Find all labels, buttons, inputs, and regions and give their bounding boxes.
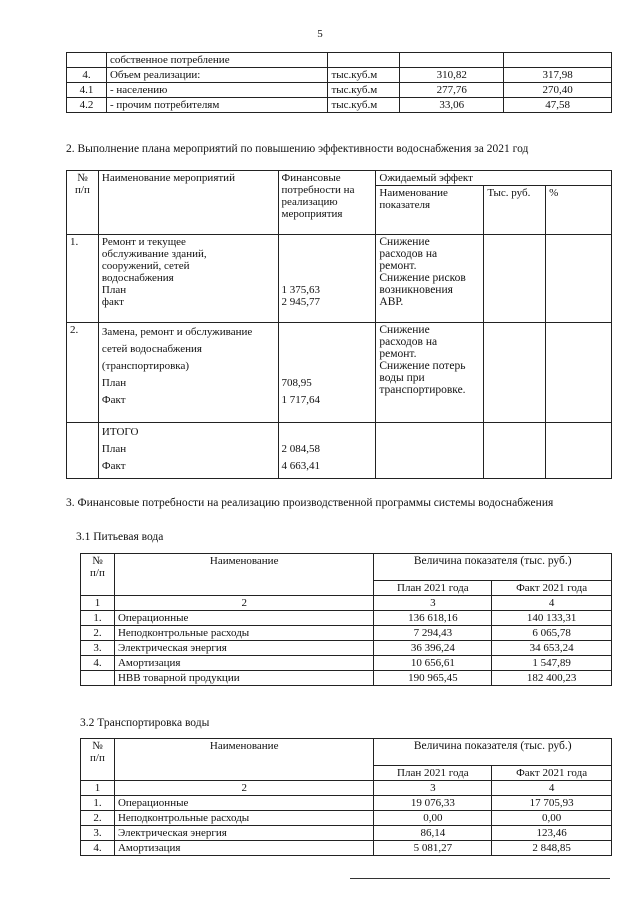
row-num [67, 53, 107, 68]
row-rub [484, 423, 546, 479]
table-row [67, 98, 612, 113]
table-row [67, 423, 612, 479]
page-number: 5 [317, 28, 323, 40]
table-header-row [67, 171, 612, 186]
col-fact: Факт 2021 года [492, 581, 612, 596]
index-cell: 1 [81, 596, 115, 611]
row-plan: 10 656,61 [374, 656, 492, 671]
row-fact: 34 653,24 [492, 641, 612, 656]
row-name: собственное потребление [106, 53, 328, 68]
table-row [81, 611, 612, 626]
col-fact: Факт 2021 года [492, 766, 612, 781]
row-num: 4.2 [67, 98, 107, 113]
row-num: 2. [81, 811, 115, 826]
row-num: 4. [67, 68, 107, 83]
index-row [81, 781, 612, 796]
index-cell: 3 [374, 596, 492, 611]
section2-heading: 2. Выполнение плана мероприятий по повышению эффективности водоснабжения за 2021 год [66, 143, 529, 155]
row-value-fact [504, 53, 612, 68]
table-row [67, 68, 612, 83]
row-value-fact: 317,98 [504, 68, 612, 83]
row-num: 4. [81, 841, 115, 856]
row-num [67, 423, 99, 479]
row-plan: 5 081,27 [374, 841, 492, 856]
row-plan: 190 965,45 [374, 671, 492, 686]
row-indicator [376, 423, 484, 479]
col-plan: План 2021 года [374, 766, 492, 781]
drinking-water-table [80, 553, 612, 686]
row-value-fact: 47,58 [504, 98, 612, 113]
row-pct [546, 323, 612, 423]
index-row [81, 596, 612, 611]
table-row [81, 626, 612, 641]
col-indicator: Наименование показателя [376, 186, 484, 235]
measures-table [66, 170, 612, 479]
index-cell: 4 [492, 596, 612, 611]
row-num: 2. [81, 626, 115, 641]
table-row [67, 235, 612, 323]
row-name: Замена, ремонт и обслуживание сетей водоснабжения (транспортировка) План Факт [98, 323, 278, 423]
row-fact: 6 065,78 [492, 626, 612, 641]
row-pct [546, 423, 612, 479]
row-name: Электрическая энергия [114, 641, 374, 656]
col-value: Величина показателя (тыс. руб.) [374, 739, 612, 766]
index-cell: 2 [114, 596, 374, 611]
row-name: Амортизация [114, 656, 374, 671]
row-name: Электрическая энергия [114, 826, 374, 841]
index-cell: 3 [374, 781, 492, 796]
col-name: Наименование [114, 739, 374, 781]
water-transport-table [80, 738, 612, 856]
col-effect: Ожидаемый эффект [376, 171, 612, 186]
row-name: НВВ товарной продукции [114, 671, 374, 686]
table-row [67, 53, 612, 68]
row-fact: 140 133,31 [492, 611, 612, 626]
row-pct [546, 235, 612, 323]
table-row [81, 841, 612, 856]
row-unit: тыс.куб.м [328, 98, 400, 113]
row-fact: 0,00 [492, 811, 612, 826]
row-value-fact: 270,40 [504, 83, 612, 98]
col-name: Наименование мероприятий [98, 171, 278, 235]
col-num: № п/п [67, 171, 99, 235]
index-cell: 4 [492, 781, 612, 796]
row-value-plan [400, 53, 504, 68]
row-name: - прочим потребителям [106, 98, 328, 113]
row-num: 1. [81, 796, 115, 811]
col-num: № п/п [81, 739, 115, 781]
row-plan: 36 396,24 [374, 641, 492, 656]
row-fact: 1 547,89 [492, 656, 612, 671]
row-name: Операционные [114, 611, 374, 626]
row-value-plan: 277,76 [400, 83, 504, 98]
row-num: 1. [67, 235, 99, 323]
row-name: Амортизация [114, 841, 374, 856]
row-plan: 136 618,16 [374, 611, 492, 626]
volume-table [66, 52, 612, 113]
table-row [81, 826, 612, 841]
row-name: Неподконтрольные расходы [114, 811, 374, 826]
section3-heading: 3. Финансовые потребности на реализацию производственной программы системы водоснабжения [66, 497, 554, 509]
row-plan: 0,00 [374, 811, 492, 826]
row-name: Неподконтрольные расходы [114, 626, 374, 641]
row-unit [328, 53, 400, 68]
row-indicator: Снижение расходов на ремонт. Снижение потерь воды при транспортировке. [376, 323, 484, 423]
row-value-plan: 33,06 [400, 98, 504, 113]
row-num [81, 671, 115, 686]
section3-2-heading: 3.2 Транспортировка воды [80, 717, 210, 729]
row-fact: 2 848,85 [492, 841, 612, 856]
table-header-row [81, 554, 612, 581]
row-fact: 17 705,93 [492, 796, 612, 811]
row-financing: 1 375,63 2 945,77 [278, 235, 376, 323]
col-financing: Финансовые потребности на реализацию мероприятия [278, 171, 376, 235]
table-row [67, 83, 612, 98]
row-name: Объем реализации: [106, 68, 328, 83]
table-row [81, 641, 612, 656]
table-header-row [81, 739, 612, 766]
section3-1-heading: 3.1 Питьевая вода [76, 531, 164, 543]
col-pct: % [546, 186, 612, 235]
row-num: 2. [67, 323, 99, 423]
row-financing: 708,95 1 717,64 [278, 323, 376, 423]
col-num: № п/п [81, 554, 115, 596]
index-cell: 2 [114, 781, 374, 796]
row-plan: 19 076,33 [374, 796, 492, 811]
row-rub [484, 235, 546, 323]
col-plan: План 2021 года [374, 581, 492, 596]
row-num: 3. [81, 641, 115, 656]
row-value-plan: 310,82 [400, 68, 504, 83]
table-row [81, 796, 612, 811]
col-value: Величина показателя (тыс. руб.) [374, 554, 612, 581]
row-plan: 7 294,43 [374, 626, 492, 641]
row-name: Операционные [114, 796, 374, 811]
row-unit: тыс.куб.м [328, 83, 400, 98]
row-name: ИТОГО План Факт [98, 423, 278, 479]
table-row [81, 811, 612, 826]
table-row [81, 671, 612, 686]
col-rub: Тыс. руб. [484, 186, 546, 235]
row-name: Ремонт и текущее обслуживание зданий, сооружений, сетей водоснабжения План факт [98, 235, 278, 323]
row-fact: 123,46 [492, 826, 612, 841]
table-row [81, 656, 612, 671]
row-num: 3. [81, 826, 115, 841]
col-name: Наименование [114, 554, 374, 596]
row-plan: 86,14 [374, 826, 492, 841]
row-indicator: Снижение расходов на ремонт. Снижение рисков возникновения АВР. [376, 235, 484, 323]
row-num: 4.1 [67, 83, 107, 98]
index-cell: 1 [81, 781, 115, 796]
row-unit: тыс.куб.м [328, 68, 400, 83]
table-row [67, 323, 612, 423]
row-rub [484, 323, 546, 423]
row-num: 4. [81, 656, 115, 671]
row-fact: 182 400,23 [492, 671, 612, 686]
row-name: - населению [106, 83, 328, 98]
row-financing: 2 084,58 4 663,41 [278, 423, 376, 479]
row-num: 1. [81, 611, 115, 626]
footer-divider [350, 878, 610, 879]
